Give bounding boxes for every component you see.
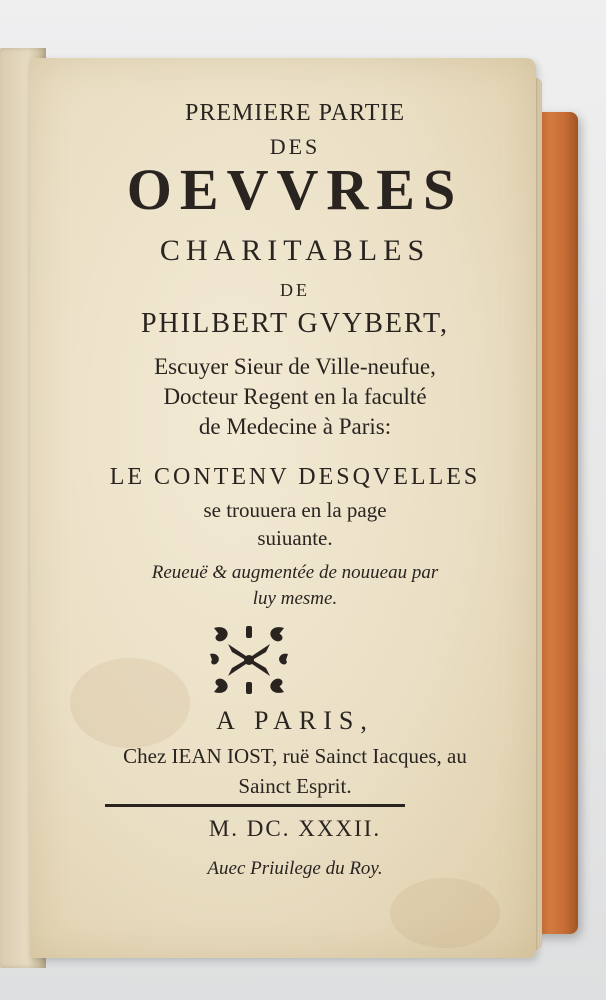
title-page	[30, 58, 536, 958]
contents-note-2: suiuante.	[257, 526, 333, 550]
contents-note-1: se trouuera en la page	[203, 498, 387, 522]
place-of-publication: A PARIS,	[216, 706, 374, 735]
des-word: DES	[269, 134, 321, 159]
horizontal-rule	[105, 804, 405, 807]
part-heading: PREMIERE PARTIE	[184, 100, 406, 126]
author-title-2: Docteur Regent en la faculté	[163, 384, 427, 409]
revision-note-1: Reueuë & augmentée de nouueau par	[151, 562, 439, 583]
revision-note-2: luy mesme.	[252, 588, 338, 609]
contents-heading: LE CONTENV DESQVELLES	[109, 464, 481, 490]
de-word: DE	[280, 280, 310, 300]
publication-year: M. DC. XXXII.	[208, 816, 382, 841]
publisher-2: Sainct Esprit.	[238, 774, 352, 798]
author-title-1: Escuyer Sieur de Ville-neufue,	[154, 354, 436, 379]
publisher-1: Chez IEAN IOST, ruë Sainct Iacques, au	[123, 744, 467, 768]
privilege-note: Auec Priuilege du Roy.	[207, 858, 383, 879]
main-title: OEVVRES	[126, 157, 464, 222]
printers-ornament-icon	[208, 624, 290, 696]
subtitle: CHARITABLES	[159, 234, 431, 267]
author-title-3: de Medecine à Paris:	[198, 414, 392, 439]
author-name: PHILBERT GVYBERT,	[140, 308, 450, 339]
paper-stain	[390, 878, 500, 948]
